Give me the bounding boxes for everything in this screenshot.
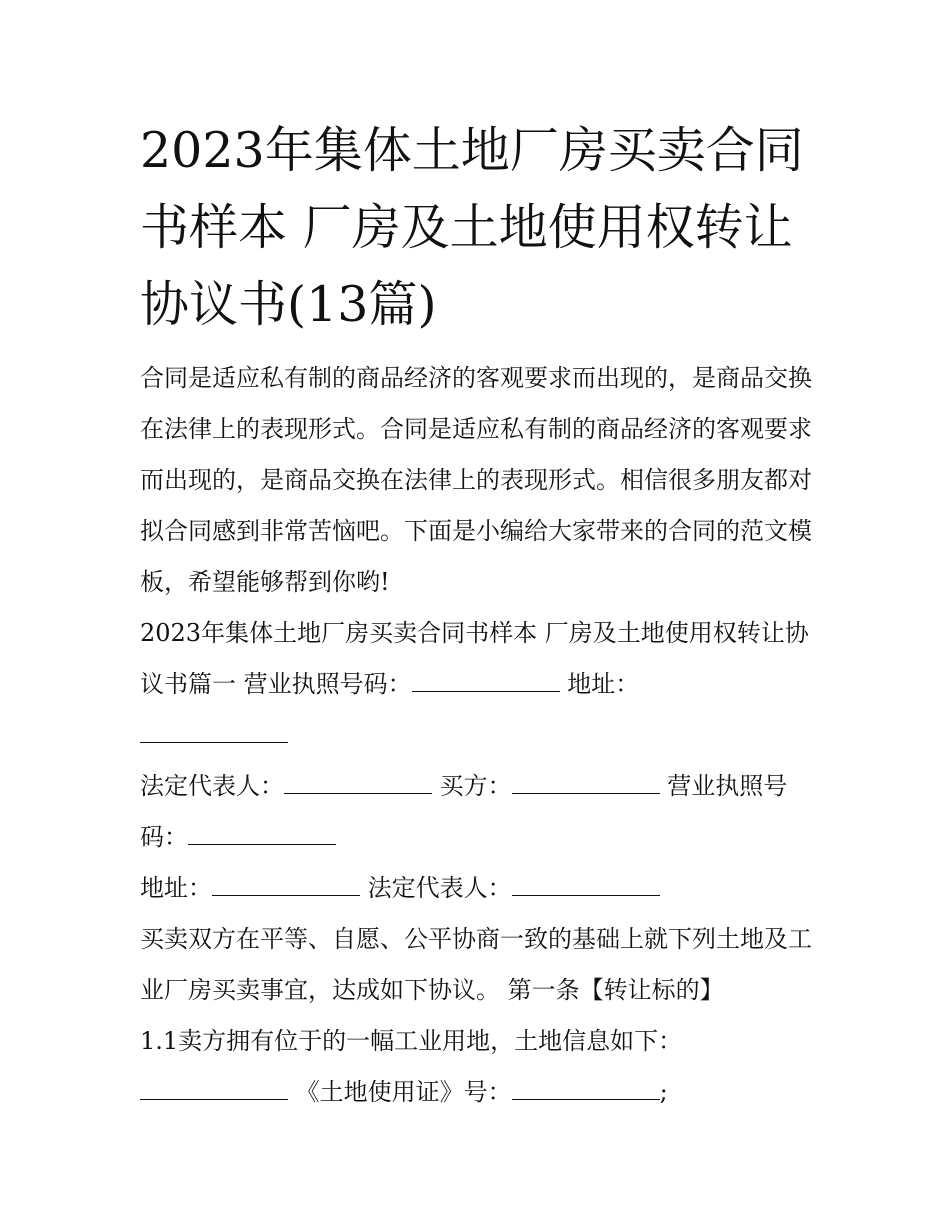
semicolon: ; xyxy=(659,1078,668,1106)
seller-license-label: 营业执照号码： xyxy=(243,670,412,698)
buyer-address-blank xyxy=(212,875,360,896)
intro-paragraph: 合同是适应私有制的商品经济的客观要求而出现的，是商品交换在法律上的表现形式。合同是适应私有制的商品经济的客观要求而出现的，是商品交换在法律上的表现形式。相信很多朋友都对拟合同感到非常苦恼吧。下面是小编给大家带来的合同的范文模板，希望能够帮到你哟! xyxy=(140,364,812,596)
seller-license-blank xyxy=(412,671,560,692)
document-title: 2023年集体土地厂房买卖合同书样本 厂房及土地使用权转让协议书(13篇) xyxy=(140,122,804,333)
parties-paragraph xyxy=(140,761,820,863)
land-cert-blank xyxy=(512,1079,660,1100)
buyer-rep-blank xyxy=(512,875,660,896)
seller-address-blank xyxy=(140,722,288,743)
buyer-license-label: 营业执照号码： xyxy=(140,772,788,851)
document-body xyxy=(140,353,820,1118)
buyer-rep-label: 法定代表人： xyxy=(367,874,512,902)
article-one-heading: 第一条【转让标的】 xyxy=(507,976,724,1004)
buyer-address-paragraph xyxy=(140,863,820,914)
clause-1-1: 1.1卖方拥有位于的一幅工业用地，土地信息如下： xyxy=(140,1027,683,1055)
agreement-text: 买卖双方在平等、自愿、公平协商一致的基础上就下列土地及工业厂房买卖事宜，达成如下协议。 xyxy=(140,925,812,1004)
buyer-name-blank xyxy=(512,773,660,794)
section-paragraph xyxy=(140,608,820,761)
buyer-address-label: 地址： xyxy=(140,874,212,902)
buyer-license-blank xyxy=(188,824,336,845)
land-cert-paragraph xyxy=(140,1067,820,1118)
agreement-paragraph xyxy=(140,914,820,1016)
land-cert-label: 《土地使用证》号： xyxy=(295,1078,512,1106)
seller-rep-label: 法定代表人： xyxy=(140,772,284,800)
seller-rep-blank xyxy=(284,773,432,794)
land-location-blank xyxy=(140,1079,288,1100)
buyer-label: 买方： xyxy=(439,772,512,800)
seller-address-label: 地址： xyxy=(567,670,640,698)
section-heading: 2023年集体土地厂房买卖合同书样本 厂房及土地使用权转让协议书篇一 xyxy=(140,619,809,698)
